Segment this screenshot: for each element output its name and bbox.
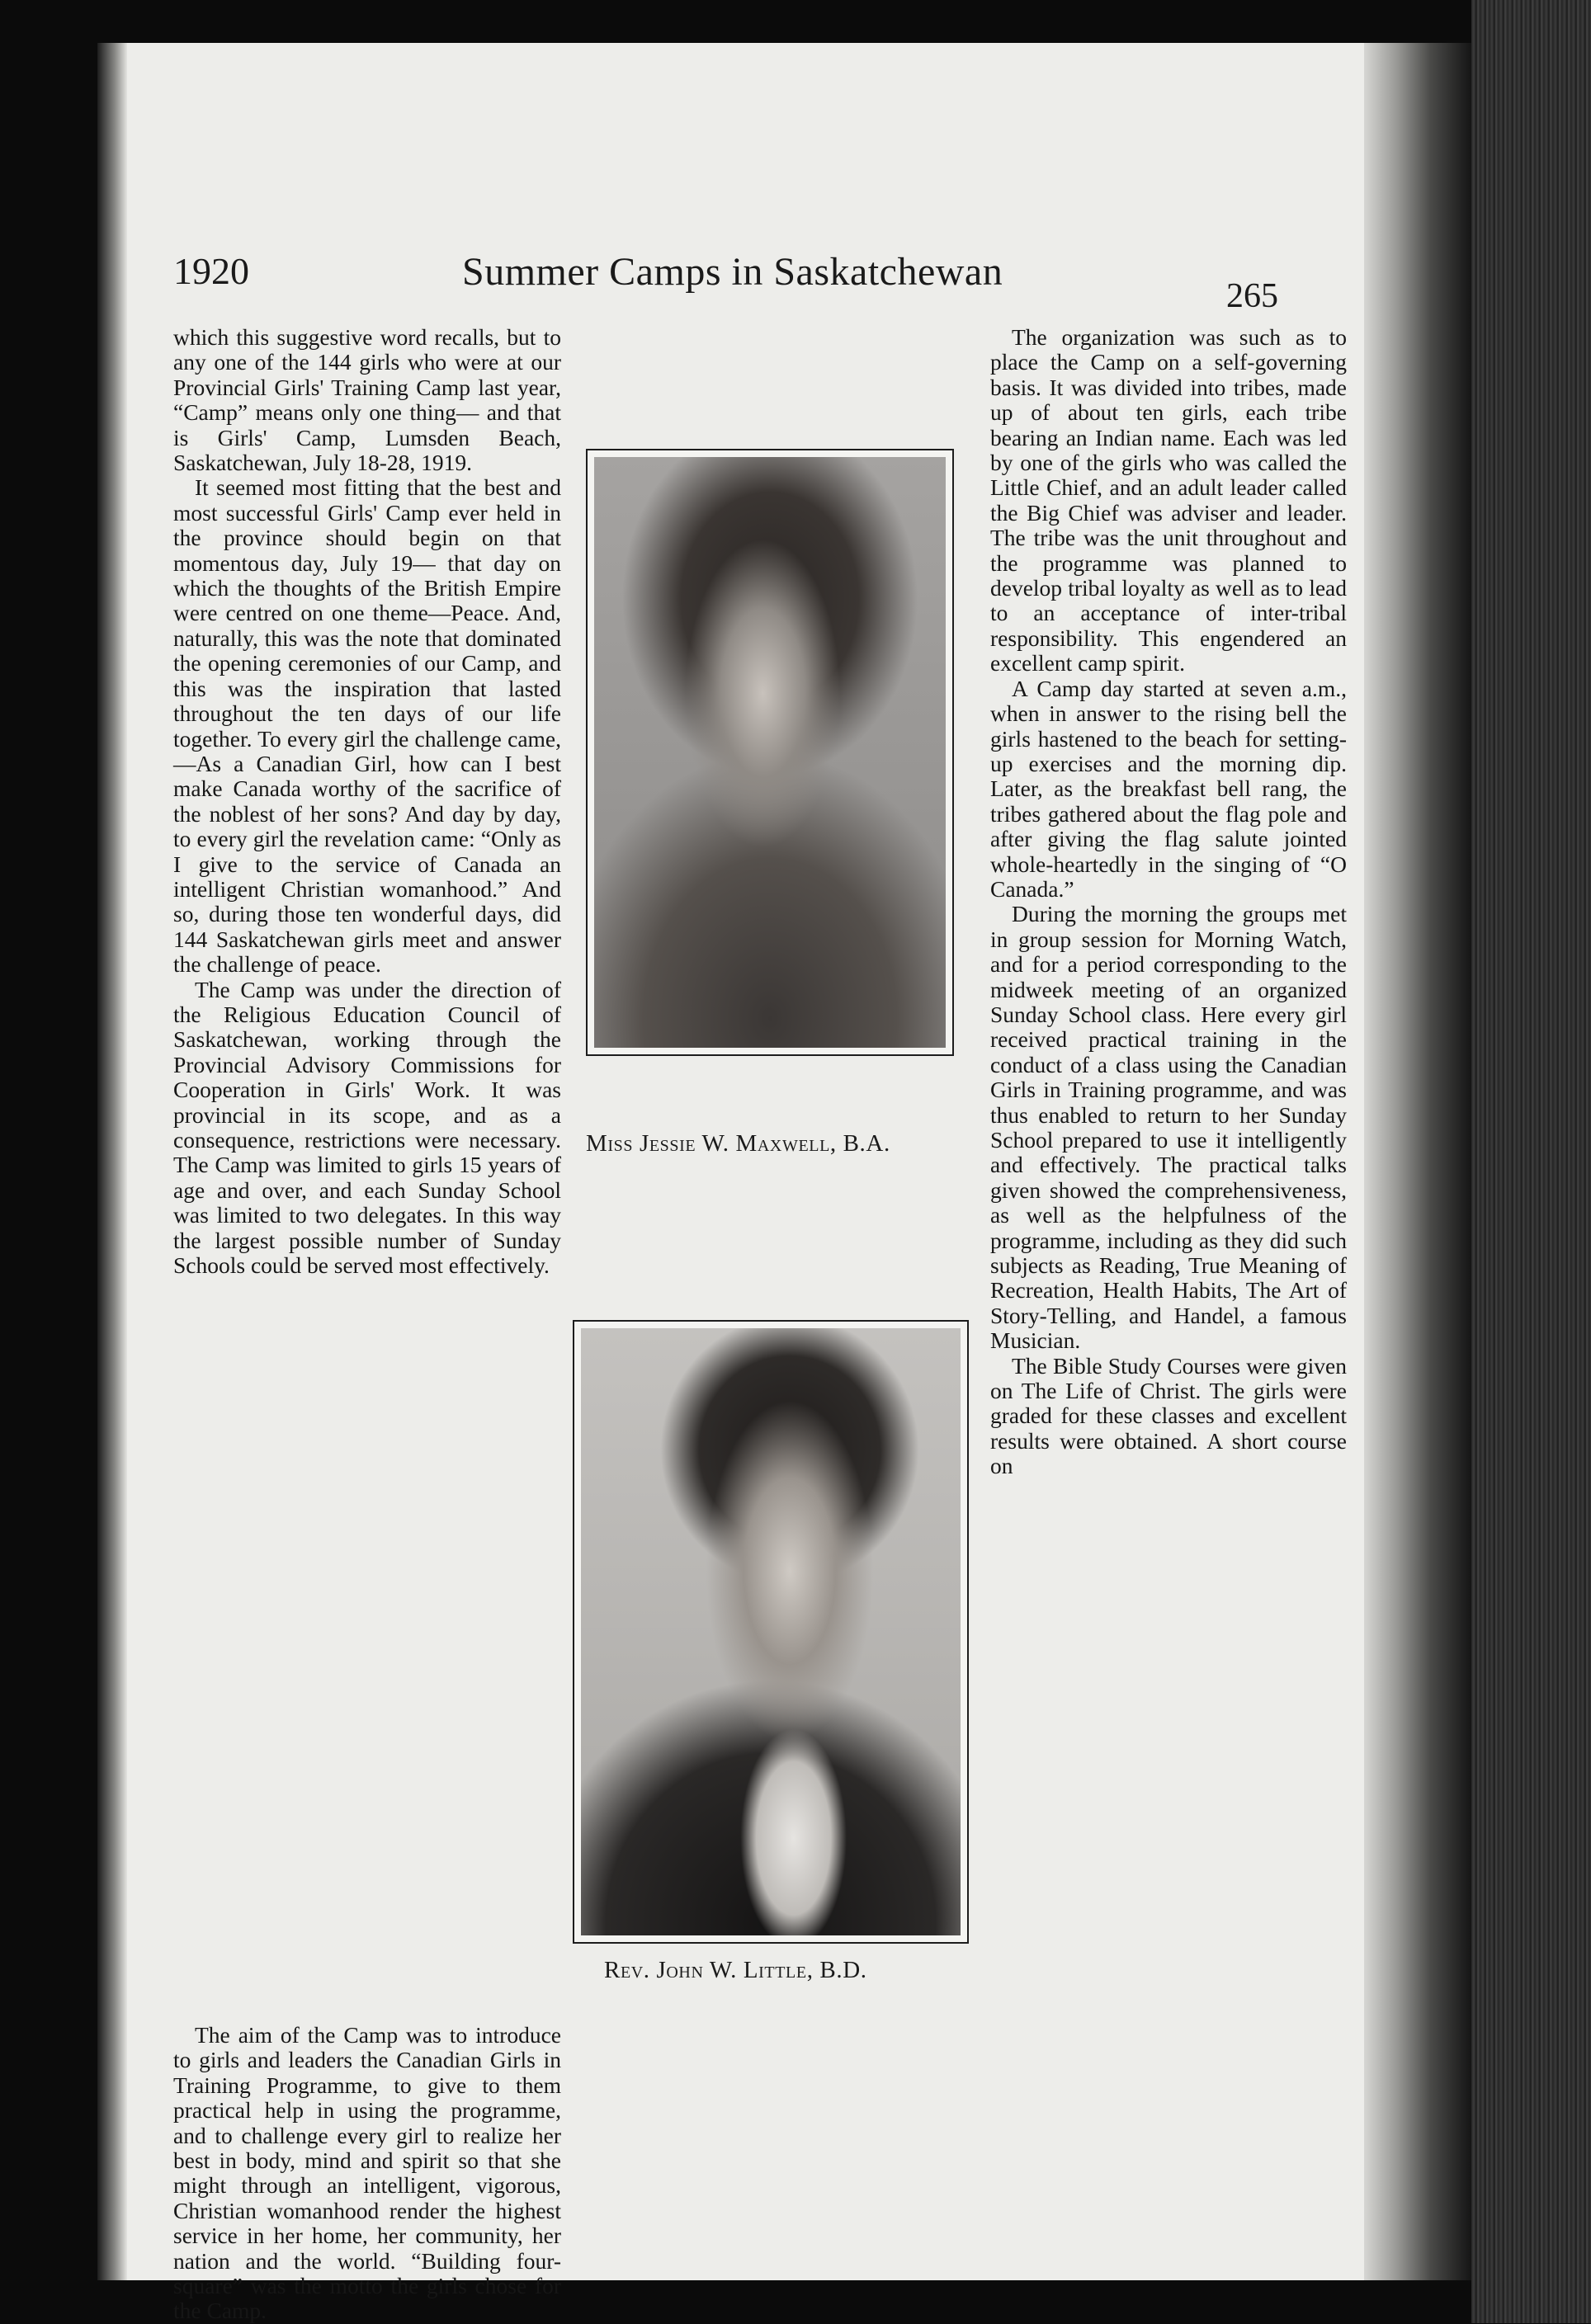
right-column [990,325,1347,2198]
header-year: 1920 [173,250,249,292]
caption-john-little: Rev. John W. Little, B.D. [604,1957,867,1983]
paragraph-camp-direction: The Camp was under the direction of the Religious Education Council of Saskatchewan, working through the Provincial Advisory Commissions for Cooperation in Girls' Work. It was provincial in its scope, and as a consequence, restrictions were necessary. The Camp was limited to girls 15 years of age and over, and each Sunday School was limited to two delegates. In this way the largest possible number of Sunday Schools could be served most effectively. [173,976,561,1279]
paragraph-intro: which this suggestive word recalls, but to any one of the 144 girls who were at our Provincial Girls' Training Camp last year, “Camp” means only one thing— and that is Girls' Camp, Lumsden Beach, Saskatchewan, July 18-28, 1919. [173,324,561,476]
paragraph-organization: The organization was such as to place the Camp on a self-governing basis. It was divided into tribes, made up of about ten girls, each tribe bearing an Indian name. Each was led by one of the girls who was called the Little Chief, and an adult leader called the Big Chief was adviser and leader. The tribe was the unit throughout and the programme was planned to develop tribal loyalty as well as to lead to an acceptance of inter-tribal responsibility. This engendered an excellent camp spirit. [990,324,1347,676]
running-title: Summer Camps in Saskatchewan [462,250,1003,294]
paragraph-peace: It seemed most fitting that the best and most successful Girls' Camp ever held in the province should begin on that momentous day, July 19— that day on which the thoughts of the British Empire were centred on one theme—Peace. And, naturally, this was the note that dominated the opening ceremonies of our Camp, and this was the inspiration that lasted throughout the ten days of our life together. To every girl the challenge came,—As a Canadian Girl, how can I best make Canada worthy of the sacrifice of the noblest of her sons? And day by day, to every girl the revelation came: “Only as I give to the service of Canada an intelligent Christian womanhood.” And so, during those ten wonderful days, did 144 Saskatchewan girls meet and answer the challenge of peace. [173,474,561,978]
book-page-stack [1471,0,1591,2323]
page-left-edge [97,43,127,2280]
portrait-image [581,1328,961,1935]
page-number: 265 [1226,277,1278,315]
photo-john-little [573,1320,969,1944]
left-column-lower [173,2022,561,2324]
paragraph-morning: During the morning the groups met in group session for Morning Watch, and for a period corresponding to the midweek meeting of an organized Sunday School class. Here every girl received practical training in the conduct of a class using the Canadian Girls in Training programme, and was thus enabled to return to her Sunday School prepared to use it intelligently and effectively. The practical talks given showed the comprehensiveness, as well as the helpfulness of the programme, including as they did such subjects as Reading, True Meaning of Recreation, Health Habits, The Art of Story-Telling, and Handel, a famous Musician. [990,901,1347,1354]
book-page [97,43,1471,2324]
paragraph-camp-day: A Camp day started at seven a.m., when in answer to the rising bell the girls hastened to the beach for setting-up exercises and the morning dip. Later, as the breakfast bell rang, the tribes gathered about the flag pole and after giving the flag salute jointed whole-heartedly in the singing of “O Canada.” [990,675,1347,902]
page-gutter [1364,43,1471,2280]
caption-jessie-maxwell: Miss Jessie W. Maxwell, B.A. [586,1130,890,1157]
paragraph-bible-study: The Bible Study Courses were given on The Life of Christ. The girls were graded for these classes and excellent results were obtained. A short course on [990,1352,1347,1479]
photo-jessie-maxwell [586,449,954,1056]
paragraph-aim: The aim of the Camp was to introduce to girls and leaders the Canadian Girls in Training Programme, to give to them practical help in using the programme, and to challenge every girl to realize her best in body, mind and spirit so that she might through an intelligent, vigorous, Christian womanhood render the highest service in her home, her community, her nation and the world. “Building four-square” was the motto the girls chose for the Camp. [173,2022,561,2324]
left-column [173,325,561,1983]
portrait-image [594,457,946,1048]
